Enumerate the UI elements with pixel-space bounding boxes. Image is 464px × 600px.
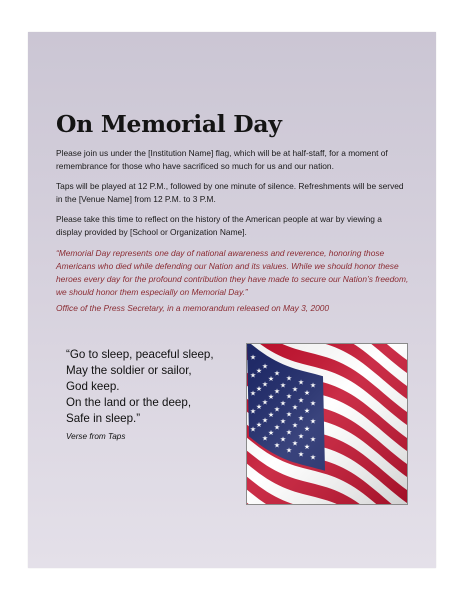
- page-title: On Memorial Day: [56, 110, 282, 138]
- poem: [66, 347, 214, 427]
- reflection-paragraph: Please take this time to reflect on the history of the American people at war by viewing a display provided by [School or Organization Name].: [56, 214, 382, 237]
- poem-line: May the soldier or sailor,: [66, 364, 192, 377]
- verse-attribution: Verse from Taps: [66, 432, 126, 441]
- invitation-paragraph: Please join us under the [Institution Name] flag, which will be at half-staff, for a moment of remembrance for those who have sacrificed so much for us and our nation.: [56, 148, 388, 171]
- flag-graphic: [247, 344, 407, 504]
- document-page: [28, 32, 436, 568]
- taps-paragraph: Taps will be played at 12 P.M., followed by one minute of silence. Refreshments will be served in the [Venue Name] from 12 P.M. to 3 P.M.: [56, 181, 404, 204]
- poem-line: On the land or the deep,: [66, 396, 192, 409]
- poem-line: “Go to sleep, peaceful sleep,: [66, 348, 214, 361]
- american-flag-image: [246, 343, 408, 505]
- poem-line: Safe in sleep.”: [66, 412, 141, 425]
- quote-attribution: Office of the Press Secretary, in a memorandum released on May 3, 2000: [56, 303, 330, 313]
- memorial-quote: “Memorial Day represents one day of national awareness and reverence, honoring those Americans who died while defending our Nation and its values. While we should honor these heroes every day for the profound contribution they have made to secure our Nation’s freedom, we should honor them especially on Memorial Day.”: [56, 248, 409, 297]
- poem-line: God keep.: [66, 380, 120, 393]
